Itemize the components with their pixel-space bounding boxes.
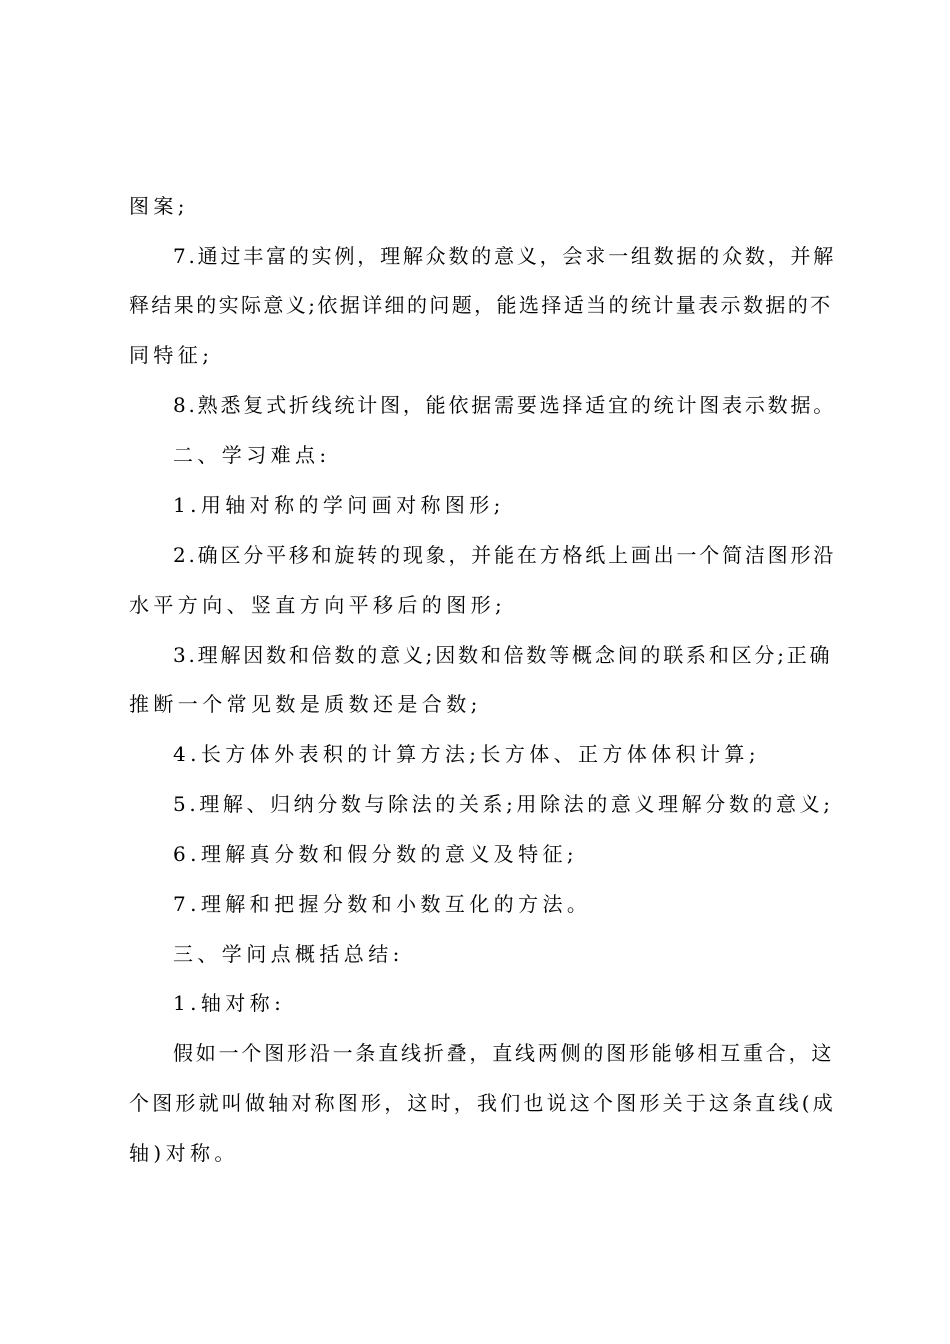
text-line-1: 图案;: [129, 194, 189, 218]
section-heading-3: 三、学问点概括总结:: [173, 942, 404, 966]
text-line-18: 假如一个图形沿一条直线折叠，直线两侧的图形能够相互重合，这: [173, 1041, 835, 1065]
text-line-7: 1.用轴对称的学问画对称图形;: [173, 493, 505, 517]
text-line-13: 5.理解、归纳分数与除法的关系;用除法的意义理解分数的意义;: [173, 792, 834, 816]
text-line-10: 3.理解因数和倍数的意义;因数和倍数等概念间的联系和区分;正确: [173, 643, 833, 667]
text-line-5: 8.熟悉复式折线统计图，能依据需要选择适宜的统计图表示数据。: [173, 393, 837, 417]
section-heading-2: 二、学习难点:: [173, 443, 331, 467]
text-line-4: 同特征;: [129, 343, 214, 367]
text-line-20: 轴)对称。: [129, 1141, 239, 1165]
text-line-11: 推断一个常见数是质数还是合数;: [129, 692, 482, 716]
text-line-9: 水平方向、竖直方向平移后的图形;: [129, 593, 507, 617]
text-line-8: 2.确区分平移和旋转的现象，并能在方格纸上画出一个简洁图形沿: [173, 543, 837, 567]
text-line-2: 7.通过丰富的实例，理解众数的意义，会求一组数据的众数，并解: [173, 244, 837, 268]
text-line-17: 1.轴对称:: [173, 991, 286, 1015]
text-line-19: 个图形就叫做轴对称图形，这时，我们也说这个图形关于这条直线(成: [129, 1091, 837, 1115]
text-line-15: 7.理解和把握分数和小数互化的方法。: [173, 892, 592, 916]
text-line-3: 释结果的实际意义;依据详细的问题，能选择适当的统计量表示数据的不: [129, 293, 833, 317]
text-line-12: 4.长方体外表积的计算方法;长方体、正方体体积计算;: [173, 742, 760, 766]
text-line-14: 6.理解真分数和假分数的意义及特征;: [173, 842, 579, 866]
